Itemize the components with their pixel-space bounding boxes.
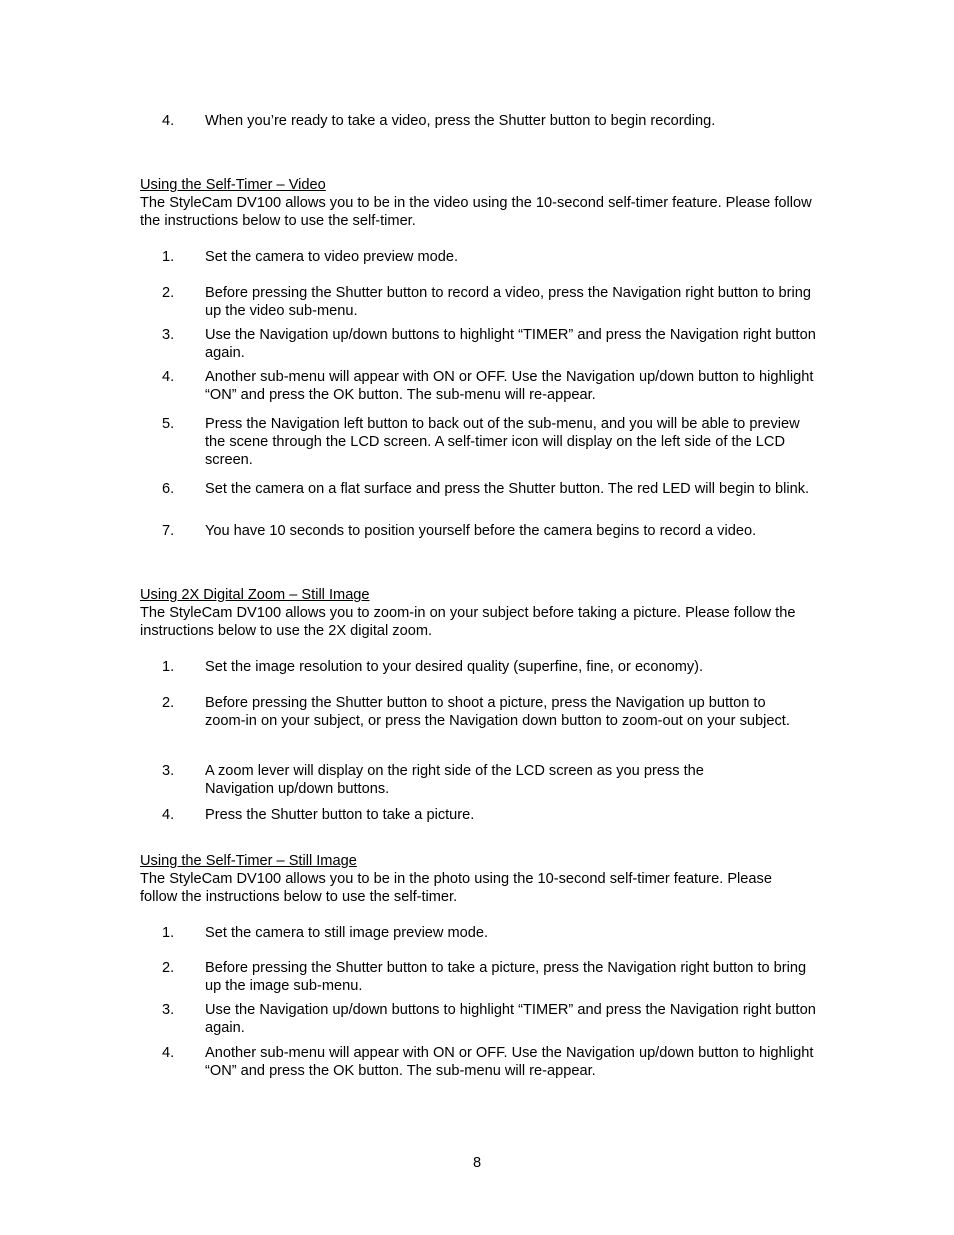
item-number: 4. <box>162 1045 175 1061</box>
item-number: 1. <box>162 659 175 675</box>
section-heading: Using the Self-Timer – Video <box>140 177 326 193</box>
item-text: Before pressing the Shutter button to record a video, press the Navigation right button to bring up the video sub-menu. <box>205 285 812 319</box>
item-number: 2. <box>162 960 175 976</box>
item-number: 3. <box>162 327 175 343</box>
section-intro: The StyleCam DV100 allows you to be in the video using the 10-second self-timer feature. Please follow the instructions below to use the self-timer. <box>140 195 812 229</box>
item-number: 3. <box>162 1002 175 1018</box>
section-intro: The StyleCam DV100 allows you to zoom-in on your subject before taking a picture. Please follow the instructions below to use the 2X digital zoom. <box>140 605 796 639</box>
item-text: Another sub-menu will appear with ON or OFF. Use the Navigation up/down button to highlight “ON” and press the OK button. The sub-menu will re-appear. <box>205 1045 814 1079</box>
item-text: Use the Navigation up/down buttons to highlight “TIMER” and press the Navigation right button again. <box>205 327 816 361</box>
item-text: Set the image resolution to your desired quality (superfine, fine, or economy). <box>205 659 704 675</box>
section-heading: Using 2X Digital Zoom – Still Image <box>140 587 370 603</box>
item-number: 2. <box>162 695 175 711</box>
item-text: When you’re ready to take a video, press the Shutter button to begin recording. <box>205 113 716 129</box>
section-intro: The StyleCam DV100 allows you to be in the photo using the 10-second self-timer feature. Please follow the instructions below to use the self-timer. <box>140 871 772 905</box>
page-number: 8 <box>472 1155 482 1171</box>
item-number: 2. <box>162 285 175 301</box>
item-number: 3. <box>162 763 175 779</box>
item-text: A zoom lever will display on the right side of the LCD screen as you press the Navigation up/down buttons. <box>205 763 704 797</box>
item-text: You have 10 seconds to position yourself before the camera begins to record a video. <box>205 523 757 539</box>
item-text: Before pressing the Shutter button to take a picture, press the Navigation right button to bring up the image sub-menu. <box>205 960 807 994</box>
item-number: 6. <box>162 481 175 497</box>
section-heading: Using the Self-Timer – Still Image <box>140 853 357 869</box>
item-text: Press the Navigation left button to back out of the sub-menu, and you will be able to preview the scene through the LCD screen. A self-timer icon will display on the left side of the LCD screen. <box>205 416 800 468</box>
item-number: 1. <box>162 925 175 941</box>
item-number: 4. <box>162 807 175 823</box>
item-number: 4. <box>162 113 175 129</box>
item-number: 7. <box>162 523 175 539</box>
item-text: Another sub-menu will appear with ON or OFF. Use the Navigation up/down button to highlight “ON” and press the OK button. The sub-menu will re-appear. <box>205 369 814 403</box>
item-text: Use the Navigation up/down buttons to highlight “TIMER” and press the Navigation right button again. <box>205 1002 816 1036</box>
item-number: 1. <box>162 249 175 265</box>
item-text: Set the camera on a flat surface and press the Shutter button. The red LED will begin to blink. <box>205 481 810 497</box>
item-number: 4. <box>162 369 175 385</box>
item-number: 5. <box>162 416 175 432</box>
item-text: Set the camera to video preview mode. <box>205 249 459 265</box>
item-text: Press the Shutter button to take a picture. <box>205 807 475 823</box>
item-text: Before pressing the Shutter button to shoot a picture, press the Navigation up button to zoom-in on your subject, or press the Navigation down button to zoom-out on your subject. <box>205 695 790 729</box>
item-text: Set the camera to still image preview mode. <box>205 925 489 941</box>
